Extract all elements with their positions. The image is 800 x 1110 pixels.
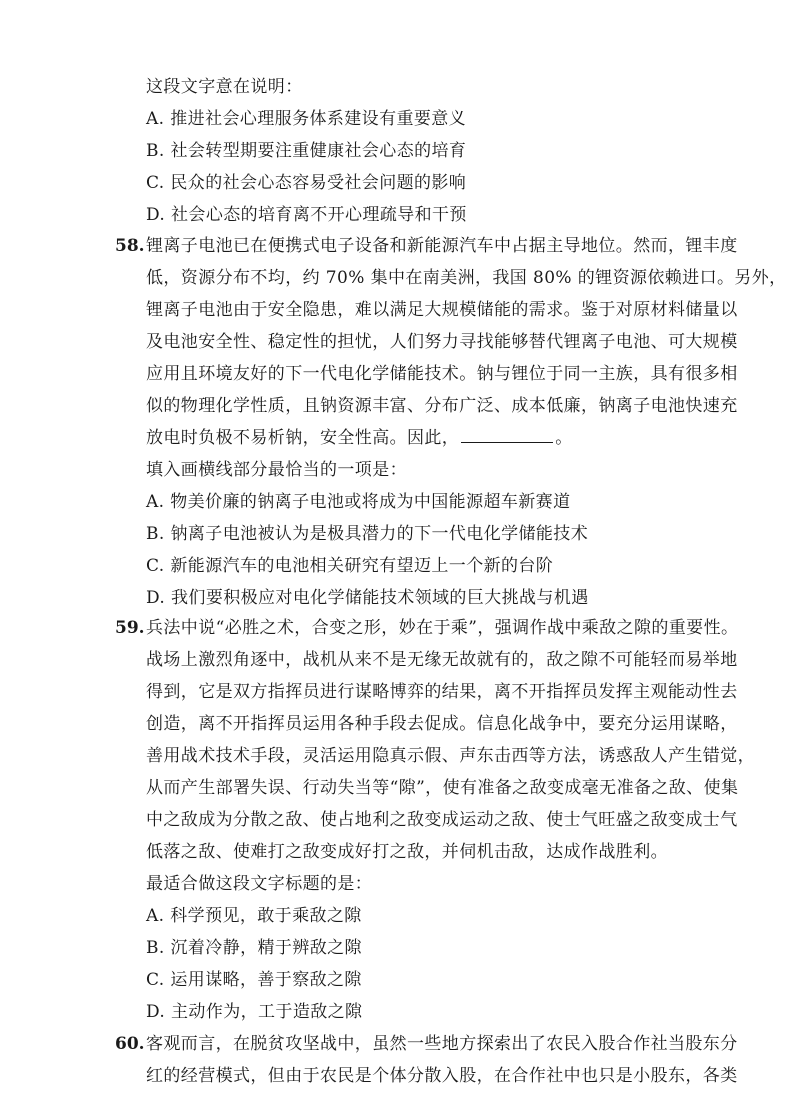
q58-line: 锂离子电池已在便携式电子设备和新能源汽车中占据主导地位。然而，锂丰度 bbox=[146, 236, 738, 256]
q59-line: 兵法中说“必胜之术，合变之形，妙在于乘”，强调作战中乘敌之隙的重要性。 bbox=[146, 618, 739, 638]
q58-line: 及电池安全性、稳定性的担忧，人们努力寻找能够替代锂离子电池、可大规模 bbox=[146, 332, 738, 352]
q58-line: 应用且环境友好的下一代电化学储能技术。钠与锂位于同一主族，具有很多相 bbox=[146, 364, 738, 384]
q58-option-a: A. 物美价廉的钠离子电池或将成为中国能源超车新赛道 bbox=[146, 492, 571, 512]
q58-prompt: 填入画横线部分最恰当的一项是： bbox=[146, 460, 407, 480]
q59-option-d: D. 主动作为，工于造敌之隙 bbox=[146, 1002, 363, 1022]
q59-option-a: A. 科学预见，敢于乘敌之隙 bbox=[146, 906, 362, 926]
q58-last-line bbox=[146, 423, 706, 453]
q60-number: 60. bbox=[115, 1034, 145, 1054]
q59-number: 59. bbox=[115, 618, 145, 638]
q58-last-line-text: 放电时负极不易析钠，安全性高。因此， bbox=[146, 428, 460, 448]
answer-blank bbox=[461, 426, 553, 443]
q58-option-c: C. 新能源汽车的电池相关研究有望迈上一个新的台阶 bbox=[146, 556, 554, 576]
q57-option-a: A. 推进社会心理服务体系建设有重要意义 bbox=[146, 109, 467, 129]
q59-line: 战场上激烈角逐中，战机从来不是无缘无故就有的，敌之隙不可能轻而易举地 bbox=[146, 650, 738, 670]
q59-option-c: C. 运用谋略，善于察敌之隙 bbox=[146, 970, 362, 990]
q59-line: 从而产生部署失误、行动失当等“隙”，使有准备之敌变成毫无准备之敌、使集 bbox=[146, 778, 739, 798]
q59-line: 中之敌成为分散之敌、使占地利之敌变成运动之敌、使士气旺盛之敌变成士气 bbox=[146, 810, 738, 830]
q58-option-b: B. 钠离子电池被认为是极具潜力的下一代电化学储能技术 bbox=[146, 524, 589, 544]
q58-line: 锂离子电池由于安全隐患，难以满足大规模储能的需求。鉴于对原材料储量以 bbox=[146, 300, 738, 320]
q57-option-d: D. 社会心态的培育离不开心理疏导和干预 bbox=[146, 205, 467, 225]
q57-option-c: C. 民众的社会心态容易受社会问题的影响 bbox=[146, 173, 467, 193]
q60-line: 红的经营模式，但由于农民是个体分散入股，在合作社中也只是小股东，各类 bbox=[146, 1066, 738, 1086]
q60-line: 客观而言，在脱贫攻坚战中，虽然一些地方探索出了农民入股合作社当股东分 bbox=[146, 1034, 738, 1054]
q58-line: 低，资源分布不均，约 70% 集中在南美洲，我国 80% 的锂资源依赖进口。另外， bbox=[146, 268, 787, 288]
q59-option-b: B. 沉着冷静，精于辨敌之隙 bbox=[146, 938, 362, 958]
q58-number: 58. bbox=[115, 236, 145, 256]
q59-line: 得到，它是双方指挥员进行谋略博弈的结果，离不开指挥员发挥主观能动性去 bbox=[146, 682, 738, 702]
q58-option-d: D. 我们要积极应对电化学储能技术领域的巨大挑战与机遇 bbox=[146, 588, 589, 608]
q57-option-b: B. 社会转型期要注重健康社会心态的培育 bbox=[146, 141, 467, 161]
q59-line: 善用战术技术手段，灵活运用隐真示假、声东击西等方法，诱惑敌人产生错觉， bbox=[146, 746, 755, 766]
q58-line: 似的物理化学性质，且钠资源丰富、分布广泛、成本低廉，钠离子电池快速充 bbox=[146, 396, 738, 416]
q58-last-line-end: 。 bbox=[555, 428, 573, 448]
q59-line: 低落之敌、使难打之敌变成好打之敌，并伺机击敌，达成作战胜利。 bbox=[146, 842, 668, 862]
q59-line: 创造，离不开指挥员运用各种手段去促成。信息化战争中，要充分运用谋略， bbox=[146, 714, 738, 734]
q59-prompt: 最适合做这段文字标题的是： bbox=[146, 874, 373, 894]
q57-prompt: 这段文字意在说明： bbox=[146, 77, 303, 97]
